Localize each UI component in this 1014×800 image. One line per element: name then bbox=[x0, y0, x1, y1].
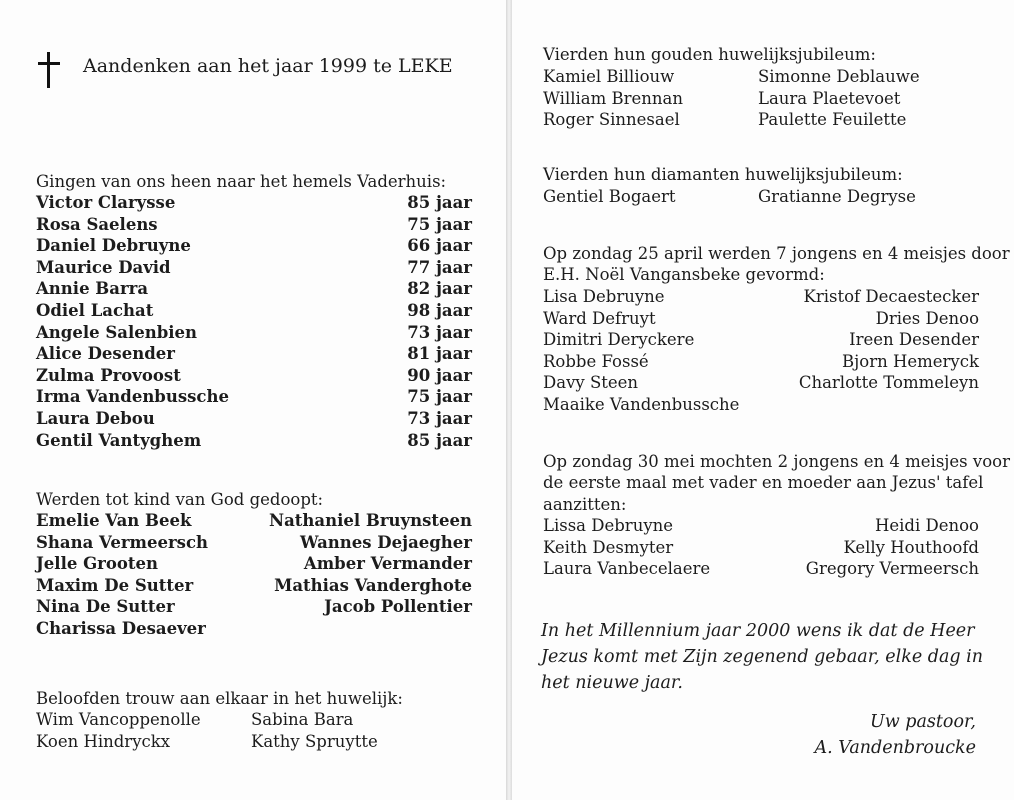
communion-list bbox=[543, 515, 979, 580]
married-heading: Beloofden trouw aan elkaar in het huwelijk: bbox=[36, 689, 403, 708]
golden-name-left: William Brennan bbox=[543, 88, 684, 108]
signature-title: Uw pastoor, bbox=[869, 712, 976, 732]
list-item bbox=[543, 537, 979, 559]
golden-name-left: Roger Sinnesael bbox=[543, 110, 680, 130]
deceased-name: Annie Barra bbox=[36, 279, 149, 299]
list-item bbox=[36, 300, 472, 322]
list-item bbox=[543, 66, 979, 88]
confirmation-name-left: Robbe Fossé bbox=[543, 351, 649, 371]
list-item bbox=[543, 286, 979, 308]
diamond-name-left: Gentiel Bogaert bbox=[543, 187, 676, 206]
confirmation-name-left: Lisa Debruyne bbox=[543, 287, 665, 306]
confirmation-heading-1: Op zondag 25 april werden 7 jongens en 4 meisjes door bbox=[543, 244, 1010, 263]
confirmation-name-right: Ireen Desender bbox=[849, 330, 979, 350]
list-item bbox=[36, 192, 472, 214]
list-item bbox=[36, 532, 472, 554]
deceased-name: Daniel Debruyne bbox=[36, 236, 191, 256]
communion-heading-3: aanzitten: bbox=[543, 495, 627, 514]
list-item bbox=[543, 186, 979, 208]
list-item bbox=[36, 408, 472, 430]
communion-name-right: Heidi Denoo bbox=[874, 516, 979, 535]
list-item bbox=[543, 308, 979, 330]
list-item bbox=[36, 575, 472, 597]
confirmation-name-left: Ward Defruyt bbox=[543, 308, 656, 328]
baptized-name-left: Maxim De Sutter bbox=[36, 575, 194, 595]
list-item bbox=[543, 372, 979, 394]
golden-list bbox=[543, 66, 979, 131]
list-item bbox=[36, 257, 472, 279]
list-item bbox=[36, 430, 472, 452]
baptized-name-left: Jelle Grooten bbox=[36, 554, 158, 574]
list-item bbox=[543, 329, 979, 351]
list-item bbox=[543, 351, 979, 373]
confirmation-list bbox=[543, 286, 979, 416]
communion-name-right: Kelly Houthoofd bbox=[843, 537, 979, 557]
signature-name: A. Vandenbroucke bbox=[814, 738, 976, 758]
golden-heading: Vierden hun gouden huwelijksjubileum: bbox=[543, 45, 876, 64]
communion-name-left: Keith Desmyter bbox=[543, 537, 674, 557]
deceased-age: 73 jaar bbox=[407, 408, 472, 428]
married-name-right: Sabina Bara bbox=[251, 710, 354, 729]
deceased-name: Odiel Lachat bbox=[36, 300, 154, 320]
deceased-name: Irma Vandenbussche bbox=[36, 387, 229, 407]
deceased-age: 85 jaar bbox=[407, 430, 472, 450]
list-item bbox=[543, 515, 979, 537]
deceased-age: 85 jaar bbox=[407, 193, 472, 212]
golden-name-right: Paulette Feuilette bbox=[758, 110, 907, 130]
list-item bbox=[36, 618, 472, 640]
deceased-name: Zulma Provoost bbox=[36, 365, 181, 385]
list-item bbox=[36, 731, 472, 753]
page-title: Aandenken aan het jaar 1999 te LEKE bbox=[83, 55, 453, 77]
list-item bbox=[36, 510, 472, 532]
diamond-list bbox=[543, 186, 979, 208]
deceased-name: Laura Debou bbox=[36, 408, 155, 428]
cross-icon bbox=[38, 52, 60, 88]
baptized-name-right: Amber Vermander bbox=[303, 554, 472, 574]
deceased-name: Rosa Saelens bbox=[36, 214, 158, 234]
married-name-left: Wim Vancoppenolle bbox=[36, 710, 201, 729]
golden-name-left: Kamiel Billiouw bbox=[543, 67, 675, 86]
list-item bbox=[36, 235, 472, 257]
deceased-age: 75 jaar bbox=[407, 387, 472, 407]
baptized-name-right: Wannes Dejaegher bbox=[299, 532, 472, 552]
closing-line-2: Jezus komt met Zijn zegenend gebaar, elke dag in bbox=[541, 647, 984, 667]
deceased-age: 75 jaar bbox=[407, 214, 472, 234]
deceased-name: Alice Desender bbox=[36, 344, 175, 364]
list-item bbox=[36, 343, 472, 365]
communion-heading-2: de eerste maal met vader en moeder aan Jezus' tafel bbox=[543, 473, 984, 492]
communion-heading-1: Op zondag 30 mei mochten 2 jongens en 4 meisjes voor bbox=[543, 452, 1010, 471]
list-item bbox=[543, 109, 979, 131]
baptized-name-right: Nathaniel Bruynsteen bbox=[269, 511, 472, 530]
list-item bbox=[543, 394, 979, 416]
list-item bbox=[36, 709, 472, 731]
deceased-name: Gentil Vantyghem bbox=[36, 430, 202, 450]
list-item bbox=[36, 214, 472, 236]
list-item bbox=[543, 558, 979, 580]
list-item bbox=[543, 88, 979, 110]
deceased-age: 66 jaar bbox=[407, 236, 472, 256]
communion-name-left: Lissa Debruyne bbox=[543, 516, 674, 535]
list-item bbox=[36, 322, 472, 344]
list-item bbox=[36, 553, 472, 575]
closing-line-3: het nieuwe jaar. bbox=[541, 673, 683, 693]
list-item bbox=[36, 278, 472, 300]
list-item bbox=[36, 596, 472, 618]
confirmation-name-left: Maaike Vandenbussche bbox=[543, 394, 740, 414]
communion-name-right: Gregory Vermeersch bbox=[805, 559, 979, 579]
deceased-age: 73 jaar bbox=[407, 322, 472, 342]
deceased-age: 82 jaar bbox=[407, 279, 472, 299]
left-page bbox=[0, 0, 506, 800]
golden-name-right: Simonne Deblauwe bbox=[758, 67, 920, 86]
confirmation-heading-2: E.H. Noël Vangansbeke gevormd: bbox=[543, 265, 825, 284]
baptized-list bbox=[36, 510, 472, 640]
baptized-name-left: Shana Vermeersch bbox=[36, 532, 208, 552]
confirmation-name-right: Charlotte Tommeleyn bbox=[798, 373, 979, 393]
closing-line-1: In het Millennium jaar 2000 wens ik dat de Heer bbox=[541, 621, 975, 641]
baptized-name-right: Mathias Vanderghote bbox=[274, 575, 472, 595]
confirmation-name-right: Bjorn Hemeryck bbox=[842, 351, 979, 371]
baptized-heading: Werden tot kind van God gedoopt: bbox=[36, 490, 324, 509]
diamond-name-right: Gratianne Degryse bbox=[758, 187, 916, 206]
deceased-age: 90 jaar bbox=[407, 365, 472, 385]
baptized-name-left: Charissa Desaever bbox=[36, 618, 206, 638]
deceased-age: 77 jaar bbox=[407, 257, 472, 277]
baptized-name-right: Jacob Pollentier bbox=[324, 597, 472, 617]
married-name-right: Kathy Spruytte bbox=[251, 731, 378, 751]
baptized-name-left: Nina De Sutter bbox=[36, 597, 175, 617]
communion-name-left: Laura Vanbecelaere bbox=[543, 559, 711, 579]
deceased-age: 81 jaar bbox=[407, 344, 472, 364]
baptized-name-left: Emelie Van Beek bbox=[36, 511, 192, 530]
deceased-list bbox=[36, 192, 472, 451]
deceased-age: 98 jaar bbox=[407, 300, 472, 320]
confirmation-name-left: Davy Steen bbox=[543, 373, 639, 393]
right-page bbox=[512, 0, 1014, 800]
deceased-heading: Gingen van ons heen naar het hemels Vaderhuis: bbox=[36, 172, 447, 191]
confirmation-name-left: Dimitri Deryckere bbox=[543, 330, 695, 350]
list-item bbox=[36, 386, 472, 408]
confirmation-name-right: Dries Denoo bbox=[875, 308, 979, 328]
married-name-left: Koen Hindryckx bbox=[36, 731, 171, 751]
deceased-name: Maurice David bbox=[36, 257, 171, 277]
diamond-heading: Vierden hun diamanten huwelijksjubileum: bbox=[543, 165, 903, 184]
golden-name-right: Laura Plaetevoet bbox=[758, 88, 901, 108]
list-item bbox=[36, 365, 472, 387]
married-list bbox=[36, 709, 472, 752]
deceased-name: Angele Salenbien bbox=[36, 322, 198, 342]
deceased-name: Victor Clarysse bbox=[36, 193, 176, 212]
confirmation-name-right: Kristof Decaestecker bbox=[803, 287, 979, 306]
